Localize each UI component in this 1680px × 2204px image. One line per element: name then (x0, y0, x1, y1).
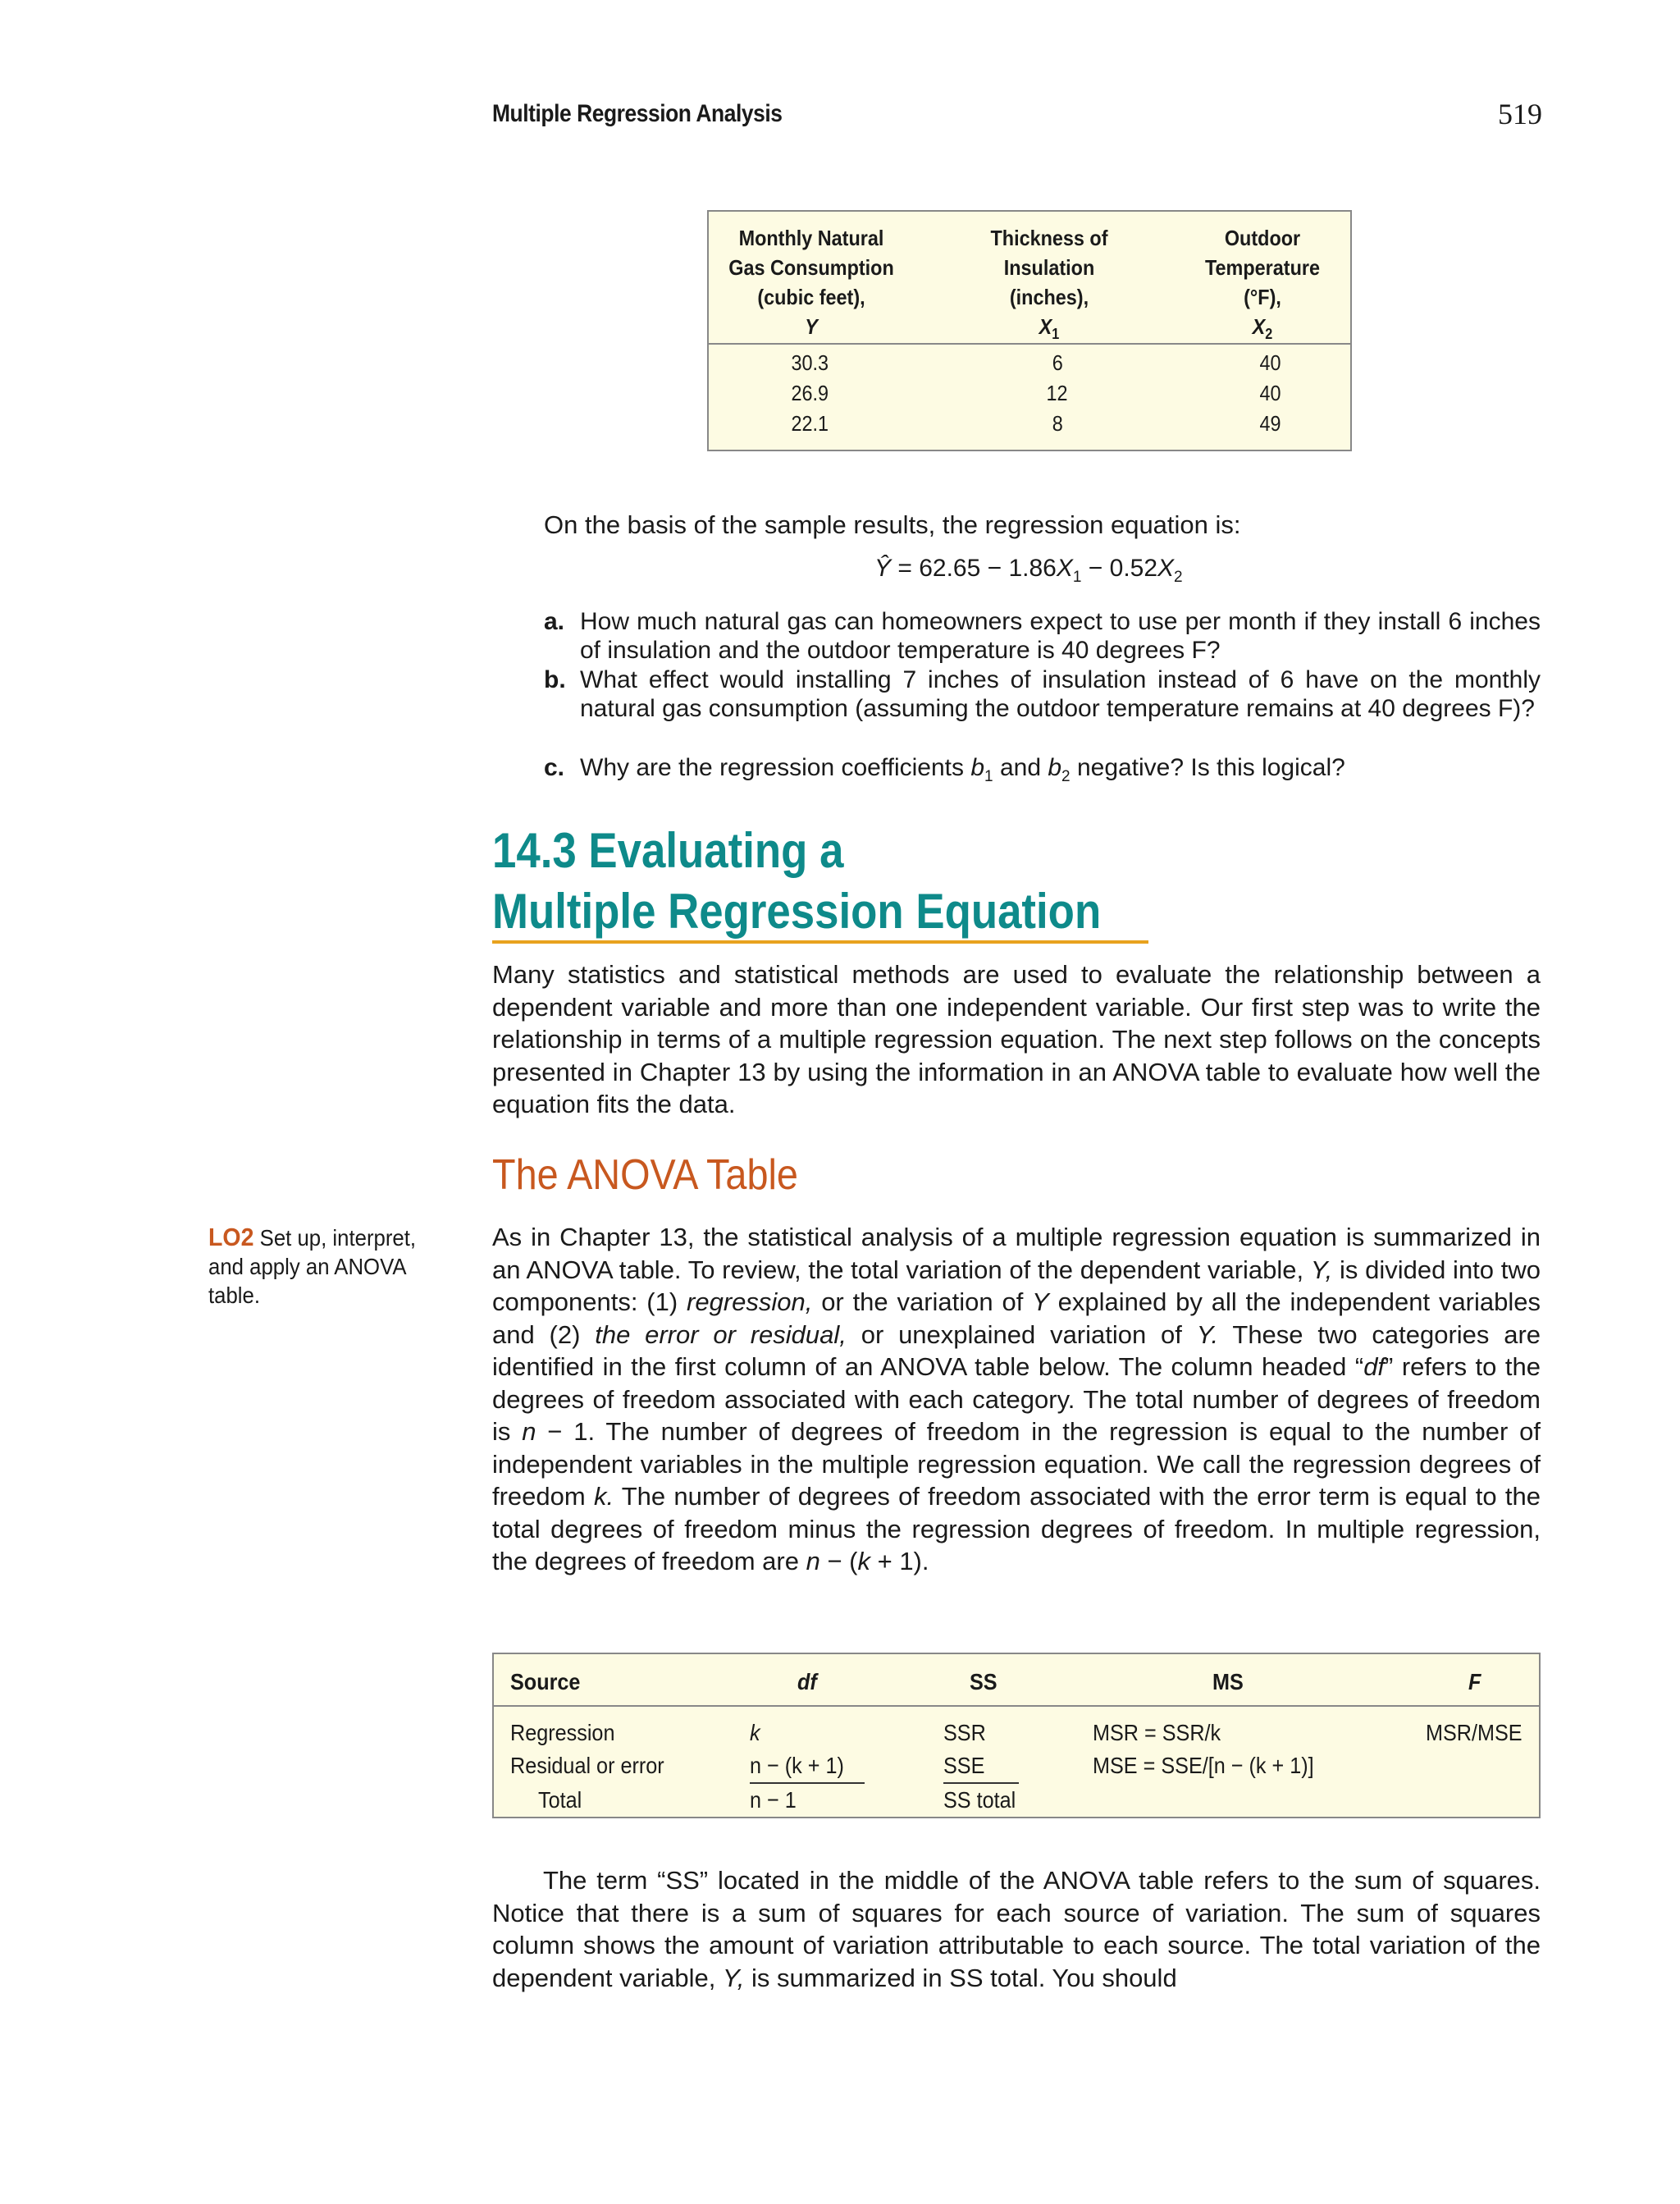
anova-cell: SSE (943, 1753, 985, 1778)
table-cell: 22.1 (791, 411, 829, 436)
page-number: 519 (1498, 98, 1542, 130)
data-table (707, 210, 1352, 451)
running-head: Multiple Regression Analysis (492, 100, 783, 127)
col-header-gas: Monthly Natural Gas Consumption (cubic feet), Y (728, 226, 894, 339)
table-cell: 49 (1259, 411, 1281, 436)
table-cell: 30.3 (791, 350, 829, 375)
sum-rule (750, 1782, 865, 1784)
table-cell: 6 (1052, 350, 1063, 375)
anova-cell: SS total (943, 1787, 1016, 1813)
table-cell: 40 (1259, 381, 1281, 405)
table-cell: 12 (1046, 381, 1068, 405)
anova-header-df: df (797, 1669, 817, 1694)
anova-cell: Total (538, 1787, 582, 1813)
anova-table (492, 1653, 1541, 1818)
col-header-temperature: Outdoor Temperature (°F), $X_2$ (1204, 226, 1321, 343)
header-rule (709, 343, 1350, 345)
anova-cell: Residual or error (510, 1753, 664, 1778)
anova-cell: Regression (510, 1720, 615, 1745)
section-title-underline (492, 940, 1148, 944)
question-b: b. What effect would installing 7 inches of insulation instead of 6 have on the monthly natural gas consumption (assuming the outdoor temperature remains at 40 degrees F)? (544, 666, 1541, 722)
question-c: c. Why are the regression coefficients $b_1$ and $b_2$ negative? Is this logical? (544, 754, 1345, 785)
anova-header-ss: SS (970, 1669, 998, 1694)
section-title: 14.3 Evaluating a Multiple Regression Equation (492, 823, 1102, 939)
anova-header-f: F (1468, 1669, 1481, 1694)
table-cell: 8 (1052, 411, 1063, 436)
anova-cell: n − (k + 1) (750, 1753, 844, 1778)
anova-paragraph: As in Chapter 13, the statistical analysis of a multiple regression equation is summarized in an ANOVA table. To review, the total variation of the dependent variable, Y, is divided into two components: (1) regression, or the variation of Y explained by all the independent variables and (2) the error or residual, or unexplained variation of Y. These two categories are identified in the first column of an ANOVA table below. The column headed “df” refers to the degrees of freedom associated with each category. The total number of degrees of freedom is n − 1. The number of degrees of freedom in the regression is equal to the number of independent variables in the multiple regression equation. We call the regression degrees of freedom k. The number of degrees of freedom associated with the error term is equal to the total degrees of freedom minus the regression degrees of freedom. In multiple regression, the degrees of freedom are n − (k + 1). (492, 1223, 1541, 1575)
anova-header-rule (494, 1705, 1539, 1707)
section-paragraph: Many statistics and statistical methods are used to evaluate the relationship between a dependent variable and more than one independent variable. Our first step was to write the relationship in terms of a multiple regression equation. The next step follows on the concepts presented in Chapter 13 by using the information in an ANOVA table to evaluate how well the equation fits the data. (492, 960, 1541, 1118)
table-cell: 40 (1259, 350, 1281, 375)
sum-rule (943, 1782, 1019, 1784)
anova-header-ms: MS (1212, 1669, 1244, 1694)
anova-cell: MSR/MSE (1426, 1720, 1522, 1745)
anova-header-source: Source (510, 1669, 581, 1694)
learning-objective-code: LO2 (208, 1223, 254, 1251)
anova-cell: MSE = SSE/[n − (k + 1)] (1093, 1753, 1314, 1778)
table-cell: 26.9 (791, 381, 829, 405)
regression-equation: Ŷ = $62.65 - 1.86X_1 - 0.52X_2$ (874, 555, 1183, 586)
intro-sentence: On the basis of the sample results, the regression equation is: (544, 510, 1241, 539)
anova-cell: MSR = SSR/k (1093, 1720, 1221, 1745)
subsection-title: The ANOVA Table (492, 1151, 798, 1199)
question-a: a. How much natural gas can homeowners expect to use per month if they install 6 inches of insulation and the outdoor temperature is 40 degrees F? (544, 608, 1541, 664)
anova-cell: k (750, 1720, 760, 1745)
anova-cell: n − 1 (750, 1787, 797, 1813)
learning-objective-note: LO2 Set up, interpret, and apply an ANOVA table. (208, 1223, 417, 1308)
closing-paragraph: The term “SS” located in the middle of the ANOVA table refers to the sum of squares. Notice that there is a sum of squares for each source of variation. The sum of squares column shows the amount of variation attributable to each source. The total variation of the dependent variable, Y, is summarized in SS total. You should (492, 1866, 1541, 1992)
col-header-insulation: Thickness of Insulation (inches), $X_1$ (990, 226, 1108, 343)
anova-cell: SSR (943, 1720, 986, 1745)
